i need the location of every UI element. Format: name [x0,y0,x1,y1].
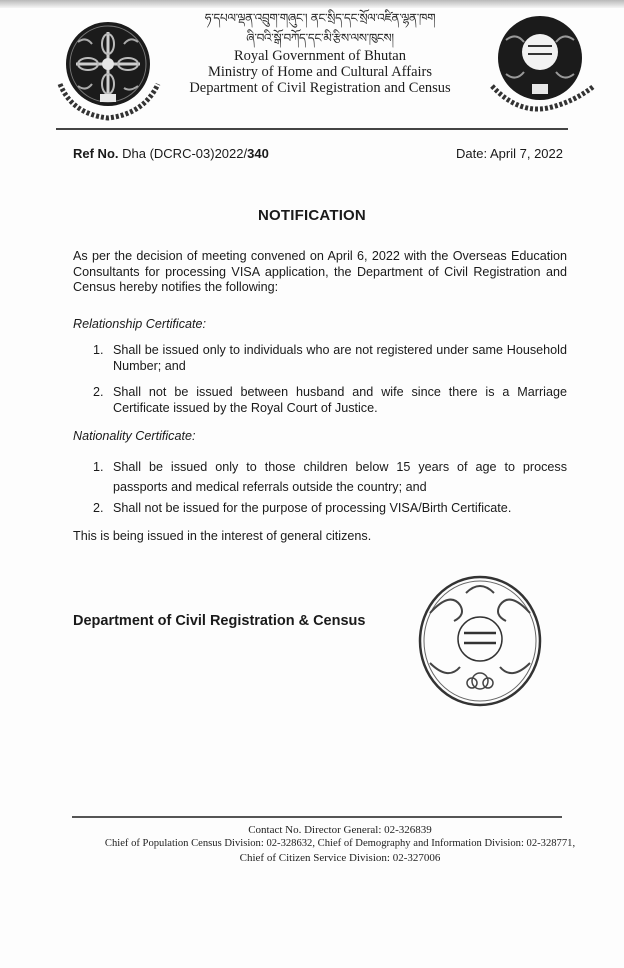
official-seal-icon [416,573,546,709]
letterhead-dzongkha-line1: ཧ་དཔལ་ལྡན་འབྲུག་གཞུང་། ནང་སྲིད་དང་སྲོལ་འཛིན་ལྷན་ཁག [204,11,436,25]
list-item [93,343,567,374]
list-text: Shall not be issued between husband and wife since there is a Marriage Certificate issued by the Royal Court of Justice. [113,385,567,415]
section-heading-nationality: Nationality Certificate: [73,429,196,443]
list-text: Shall be issued only to those children below 15 years of age to process passports and medical referrals outside the country; and [113,460,567,494]
list-item [93,385,567,416]
reference-label: Ref No. [73,146,119,161]
list-number: 2. [93,385,104,399]
contact-footer [60,823,620,865]
footer-citizen-service-contact: Chief of Citizen Service Division: 02-327006 [239,852,441,864]
reference-number-bold: 340 [247,146,269,161]
closing-statement: This is being issued in the interest of general citizens. [73,529,372,543]
list-number: 1. [93,460,104,474]
document-title: NOTIFICATION [258,207,366,224]
footer-director-contact: Contact No. Director General: 02-326839 [248,824,432,836]
letterhead-government: Royal Government of Bhutan [234,48,406,64]
signatory-department: Department of Civil Registration & Census [73,613,366,629]
letterhead [180,8,460,96]
intro-paragraph: As per the decision of meeting convened on April 6, 2022 with the Overseas Education Consultants for processing VISA application, the Department of Civil Registration and Census hereby notifies the following: [73,249,567,294]
list-number: 2. [93,501,104,515]
footer-division-contacts: Chief of Population Census Division: 02-328632, Chief of Demography and Information Division: 02-328771, [104,838,576,849]
list-text: Shall not be issued for the purpose of processing VISA/Birth Certificate. [113,501,512,515]
section-heading-relationship: Relationship Certificate: [73,317,206,331]
department-seal-icon [478,10,602,120]
royal-emblem-icon [52,14,170,124]
list-text: Shall be issued only to individuals who are not registered under same Household Number; and [113,343,567,373]
letterhead-ministry: Ministry of Home and Cultural Affairs [207,64,433,80]
list-item [93,457,567,497]
scan-edge-shadow [0,0,624,8]
reference-number [73,146,269,161]
footer-divider [72,816,562,818]
header-divider [56,128,568,130]
reference-value: Dha (DCRC-03)2022/ [118,146,248,161]
list-item [93,501,567,517]
letterhead-dzongkha-line2: ཞི་བའི་སྒོ་བཀོད་དང་མི་རྩིས་ལས་ཁུངས། [246,31,394,45]
document-date: Date: April 7, 2022 [456,146,563,161]
letterhead-department: Department of Civil Registration and Census [189,80,451,96]
list-number: 1. [93,343,104,357]
